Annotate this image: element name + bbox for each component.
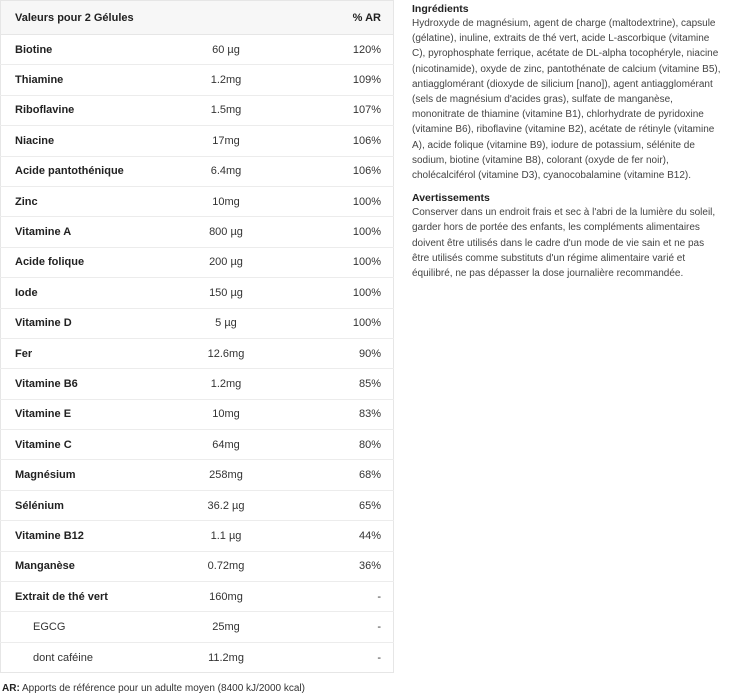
nutrient-quantity: 258mg: [161, 460, 291, 490]
nutrient-quantity: 150 µg: [161, 278, 291, 308]
nutrient-subname: EGCG: [1, 612, 162, 642]
nutrient-ar: 100%: [291, 247, 394, 277]
nutrient-ar: 90%: [291, 338, 394, 368]
nutrient-quantity: 25mg: [161, 612, 291, 642]
table-row: [1, 247, 394, 277]
nutrient-quantity: 60 µg: [212, 43, 240, 56]
nutrient-ar: 83%: [291, 399, 394, 429]
table-row: [1, 582, 394, 612]
nutrient-quantity: 800 µg: [161, 217, 291, 247]
nutrient-quantity: 10mg: [161, 186, 291, 216]
nutrient-name: Vitamine B6: [1, 369, 162, 399]
nutrient-name: Sélénium: [1, 490, 162, 520]
nutrient-quantity: 160mg: [161, 582, 291, 612]
nutrient-quantity: 11.2mg: [161, 642, 291, 672]
warnings-title: Avertissements: [412, 192, 490, 205]
nutrient-ar: 65%: [291, 490, 394, 520]
nutrient-quantity: 17mg: [161, 126, 291, 156]
table-row: [1, 308, 394, 338]
table-row: [1, 278, 394, 308]
nutrient-ar: 68%: [291, 460, 394, 490]
table-row: [1, 35, 394, 65]
table-row: [1, 95, 394, 125]
table-row: [1, 642, 394, 672]
footnote-label: AR:: [2, 683, 20, 694]
header-nutrient: Valeurs pour 2 Gélules: [1, 1, 162, 35]
table-row: [1, 217, 394, 247]
nutrient-ar: 100%: [291, 217, 394, 247]
table-row: [1, 612, 394, 642]
nutrient-name: Thiamine: [1, 65, 162, 95]
nutrient-ar: -: [291, 642, 394, 672]
nutrient-quantity: 5 µg: [161, 308, 291, 338]
ingredients-title: Ingrédients: [412, 3, 469, 15]
table-row: [1, 186, 394, 216]
nutrient-ar: 80%: [291, 430, 394, 460]
table-row: [1, 490, 394, 520]
nutrient-ar: 106%: [291, 156, 394, 186]
nutrient-ar: 100%: [291, 308, 394, 338]
table-row: [1, 460, 394, 490]
nutrient-name: Vitamine B12: [1, 521, 162, 551]
table-row: [1, 156, 394, 186]
nutrient-subname: dont caféine: [1, 642, 162, 672]
nutrient-name: Niacine: [1, 126, 162, 156]
nutrient-quantity: 0.72mg: [161, 551, 291, 581]
nutrient-quantity: 36.2 µg: [161, 490, 291, 520]
nutrient-ar: -: [291, 612, 394, 642]
nutrient-name: Extrait de thé vert: [1, 582, 162, 612]
table-row: [1, 369, 394, 399]
nutrient-quantity: 10mg: [161, 399, 291, 429]
table-header-row: [1, 1, 394, 35]
table-row: [1, 551, 394, 581]
nutrient-ar: 44%: [291, 521, 394, 551]
nutrient-name: Magnésium: [1, 460, 162, 490]
nutrient-quantity: 64mg: [161, 430, 291, 460]
table-row: [1, 521, 394, 551]
nutrient-name: Acide pantothénique: [1, 156, 162, 186]
nutrient-quantity: 200 µg: [161, 247, 291, 277]
nutrient-ar: 100%: [291, 186, 394, 216]
nutrient-ar: 36%: [291, 551, 394, 581]
nutrient-quantity: 1.5mg: [161, 95, 291, 125]
nutrient-quantity: 1.2mg: [161, 369, 291, 399]
nutrient-quantity: 6.4mg: [161, 156, 291, 186]
nutrient-ar: 106%: [291, 126, 394, 156]
nutrient-ar: 107%: [291, 95, 394, 125]
nutrient-quantity: 12.6mg: [161, 338, 291, 368]
ingredients-text: Hydroxyde de magnésium, agent de charge (maltodextrine), capsule (gélatine), inuline, extraits de thé vert, acide L-ascorbique (vitamine C), pyrophosphate ferrique, acétate de DL-alpha tocophéryle, niacine (nicotinamide), oxyde de zinc, pantothénate de calcium (vitamine B5), antiagglomérant (dioxyde de silicium [nano]), agent antiagglomérant (sels de magnésium d'acides gras), sulfate de manganèse, mononitrate de thiamine (vitamine B1), chlorhydrate de pyridoxine (vitamine B6), riboflavine (vitamine B2), acétate de rétinyle (vitamine A), acide folique (vitamine B9), iodure de potassium, sélénite de sodium, biotine (vitamine B8), colorant (oxyde de fer noir), cholécalciférol (vitamine D3), cyanocobalamine (vitamine B12).: [412, 18, 721, 182]
nutrient-name: Iode: [1, 278, 162, 308]
table-row: [1, 126, 394, 156]
nutrient-name: Fer: [1, 338, 162, 368]
nutrient-name: Vitamine D: [1, 308, 162, 338]
nutrient-name: Manganèse: [1, 551, 162, 581]
nutrient-name: Riboflavine: [1, 95, 162, 125]
ar-footnote: [2, 683, 305, 694]
nutrient-name: Vitamine C: [1, 430, 162, 460]
nutrient-ar: 85%: [291, 369, 394, 399]
header-quantity: [161, 1, 291, 35]
nutrient-ar: -: [291, 582, 394, 612]
nutrient-quantity: 1.2mg: [161, 65, 291, 95]
table-row: [1, 399, 394, 429]
footnote-text: Apports de référence pour un adulte moyen (8400 kJ/2000 kcal): [19, 683, 305, 694]
nutrient-name: Biotine: [15, 43, 53, 56]
table-row: [1, 65, 394, 95]
warnings-text: Conserver dans un endroit frais et sec à l'abri de la lumière du soleil, garder hors de portée des enfants, les compléments alimentaires doivent être utilisés dans le cadre d'un mode de vie sain et ne pas être utilisés comme substituts d'un régime alimentaire varié et équilibré, ne pas dépasser la dose journalière recommandée.: [412, 207, 716, 280]
table-row: [1, 430, 394, 460]
nutrient-ar: 100%: [291, 278, 394, 308]
nutrient-name: Vitamine A: [1, 217, 162, 247]
nutrient-ar: 109%: [291, 65, 394, 95]
header-ar: % AR: [291, 1, 394, 35]
nutrient-name: Vitamine E: [1, 399, 162, 429]
nutrient-quantity: 1.1 µg: [161, 521, 291, 551]
product-info: [412, 2, 724, 289]
nutrient-name: Acide folique: [1, 247, 162, 277]
nutrient-name: Zinc: [1, 186, 162, 216]
nutrient-ar: 120%: [352, 43, 381, 56]
table-row: [1, 338, 394, 368]
